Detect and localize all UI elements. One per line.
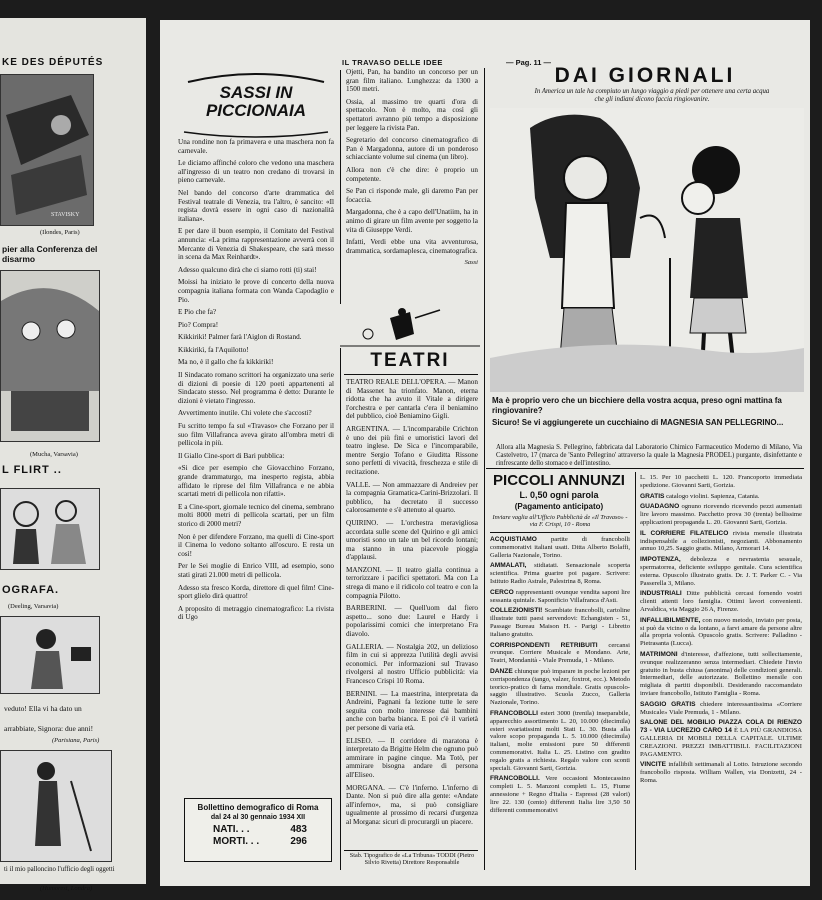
sassi-paragraph: Il Sindacato romano scrittori ha organizzato una serie di dizioni di poesie di 120 poeti appartenenti al Sindacato stesso. Nel programma è detto: Durante le dizioni è vietato l'ingresso.: [178, 371, 334, 405]
sassi-paragraph: Fu scritto tempo fa sul «Travaso» che Forzano per il suo film Villafranca aveva girato all'ombra metri di pellicola in più.: [178, 422, 334, 448]
cartoon-credit-humorest: (Humorest, Londra): [40, 885, 93, 892]
classified-ad-text: ognuno ricevendo ricevendo pezzi aumentati lire lavoro massimo. Pacchetto prova 30 (trenta) bellissime applicazioni propaganda L. 20. Giovanni Sarti, Gorizia.: [640, 503, 802, 526]
teatri-cartoon: [340, 304, 480, 348]
pan-paragraph: Se Pan ci risponde male, gli daremo Pan per focaccia.: [346, 187, 478, 204]
sassi-paragraph: Ma no, è il gallo che fa kikkirikì!: [178, 358, 274, 367]
classified-ad-text: partite di francobolli commemorativi italiani usati. Ditta Alberto Bolaffi, Galleria Nazionale, Torino.: [490, 536, 630, 559]
sassi-paragraph: Kikkirikì! Palmer farà l'Aiglon di Rostand.: [178, 333, 302, 342]
pan-paragraph: Allora non c'è che dire: è proprio un competente.: [346, 165, 478, 183]
teatri-rule: [344, 374, 478, 375]
classified-ad: [490, 668, 630, 707]
teatri-heading: TEATRI: [370, 350, 450, 371]
classified-ad-keyword: FRANCOBOLLI.: [490, 775, 540, 783]
teatri-paragraph: TEATRO REALE DELL'OPERA. — Manon di Massenet ha trionfato. Manon, eterna ridotta che ha avuto il Vitale a dirigere l'orchestra e per cantarla c'era il beniamino del pubblico, cioè Beniamino Gigli.: [346, 378, 478, 421]
sassi-paragraph: A proposito di metraggio cinematografico: La rivista di Ugo: [178, 604, 334, 622]
classified-ad-text: cercansi ovunque. Corriere Musicale e Mondano. Arte, Teatri, Mondanità - Viale Premuda, 1 - Milano.: [490, 641, 630, 665]
teatri-cartoon-drawing: [340, 304, 480, 348]
cartoon-credit: (Ilondes, Paris): [40, 229, 80, 236]
annunzi-column-b: [640, 474, 802, 870]
cartoon-artist-label: STAVISKY: [51, 212, 80, 218]
classified-ad: [640, 530, 802, 553]
classified-ad: [640, 493, 802, 501]
left-newspaper-page: [0, 18, 146, 892]
left-page-header: KE DES DÉPUTÉS: [2, 57, 104, 68]
classified-ad-keyword: FRANCOBOLLI: [490, 709, 538, 717]
bulletin-demografico: [184, 798, 332, 862]
classified-ad: [640, 474, 802, 490]
classified-ad-text: Scambiate francobolli, cartoline illustrate tutti paesi servendovi: Echangisten - 51, Passage Bureau Maison H. - Parigi - Libretto italiano gratuito.: [490, 607, 630, 638]
sassi-paragraph: Per le Sei moglie di Enrico VIII, ad esempio, sono stati girati 21.000 metri di pellicola.: [178, 562, 334, 579]
left-headline-conference: pier alla Conferenza del disarmo: [2, 244, 98, 264]
annunzi-top-rule: [486, 468, 804, 469]
teatri-paragraph: VALLE. — Non ammazzare di Andreiev per la compagnia Gramatica-Carini-Brizzolari. Il pubblico, ha decretato il successo calorosamente e s'è attenuto al quarto.: [346, 480, 478, 515]
bulletin-deaths-row: [185, 835, 331, 847]
sassi-paragraph: Moissi ha iniziato le prove di concerto della nuova compagnia italiana formata con Wanda Capodaglio e Pio.: [178, 278, 334, 304]
sassi-paragraph: E Pio che fa?: [178, 308, 217, 317]
cartoon-dialog-answer: Sicuro! Se vi aggiungerete un cucchiaino di MAGNESIA SAN PELLEGRINO...: [492, 418, 784, 427]
classified-ad: [490, 775, 630, 814]
classified-ad-text: Ditte pubblicità cercasi fornendo vostri clienti attenti loro famiglia. Ottimi lavori convenienti. Arvaldica, via Maggio 26 A, Firenze.: [640, 590, 802, 613]
annunzi-title: PICCOLI ANNUNZI: [493, 472, 625, 489]
teatri-paragraph: BARBERINI. — Quell'uom dal fiero aspetto... sono due: Laurel e Hardy i popolarissimi comici che interpretano Fra diavolo.: [346, 604, 478, 639]
classified-ad-text: L. 15. Per 10 pacchetti L. 120. Francoporto immediata spedizione. Giovanni Sarti, Gorizia.: [640, 474, 802, 489]
classified-ad-keyword: INDUSTRIALI: [640, 590, 682, 598]
teatri-body: [346, 378, 478, 827]
sassi-paragraph: Non è per difendere Forzano, ma quelli di Cine-sport il Cinema lo vedono soltanto all'oscuro. E resta un così!: [178, 532, 334, 558]
cartoon-deputies-drawing: [1, 75, 93, 225]
sassi-paragraph: «Si dice per esempio che Giovacchino Forzano, grande drammaturgo, ma inesperto regista, abbia affidato le riprese del film Villafranca e ne abbia scartati metri di pellicola non rifatti».: [178, 464, 334, 499]
cartoon-caption-arrabbiate: arrabbiate, Signora: due anni!: [4, 724, 94, 733]
births-label: NATI. . .: [213, 824, 250, 835]
classified-ad-keyword: AMMALATI,: [490, 562, 527, 570]
cartoon-disarmament: [0, 270, 100, 442]
sassi-heading-block: [178, 70, 334, 138]
deaths-label: MORTI. . .: [213, 836, 260, 847]
cartoon-photographer: [0, 616, 100, 694]
births-value: 483: [290, 824, 307, 835]
classified-ad-keyword: SALONE DEL MOBILIO PIAZZA COLA DI RIENZO 73 - VIA LUCREZIO CARO 14: [640, 719, 802, 735]
classified-ad: [640, 701, 802, 717]
annunzi-header-rule: [490, 532, 630, 533]
magnesia-ad-text: Allora alla Magnesia S. Pellegrino, fabbricata dal Laboratorio Chimico Farmaceutico Moderno di Milano, Via Castelvetro, 17 (marca de 'Santo Pellegrino' attraverso la quale la Magnesia PRODEL) purgante, disinfettante e rinfrescante dello stomaco e dell'intestino.: [496, 444, 802, 467]
right-newspaper-page: [160, 20, 810, 886]
bulletin-births-row: [185, 821, 331, 835]
classified-ad-keyword: IMPOTENZA,: [640, 556, 681, 564]
classified-ad-keyword: VINCITE: [640, 761, 667, 769]
classified-ad-keyword: ACQUISTIAMO: [490, 536, 537, 543]
dai-giornali-title: DAI GIORNALI: [554, 64, 736, 87]
teatri-paragraph: ELISEO. — Il corridore di maratona è interpretato da Brigitte Helm che ognuno può ammirare in pagine cinque. Ma Totò, per ammirare bisogna andare di persona all'Eliseo.: [346, 736, 478, 779]
left-headline-flirt: L FLIRT ..: [2, 464, 62, 476]
classified-ad-text: debolezza e nevrastenia sessuale, spermatorrea, deficiente sviluppo genitale. Cura scientifica esterna. Opuscolo illustrato gratis. Dr. J. T. Parker C. - Via Passerella 3, Milano.: [640, 556, 802, 587]
sassi-paragraph: Una rondine non fa primavera e una maschera non fa carnevale.: [178, 138, 334, 155]
cartoon-caption-balloon: ti il mio palloncino l'ufficio degli oggetti: [4, 866, 115, 873]
classified-ad: [490, 710, 630, 772]
cartoon-flirt-drawing: [1, 489, 99, 569]
classified-ad-text: rappresentanti ovunque vendita saponi lire sessanta quintale. Saponificio Villafranca d'Asti.: [490, 588, 631, 604]
bulletin-dates: dal 24 al 30 gennaio 1934 XII: [210, 814, 306, 821]
pan-paragraph: Margadonna, che è a capo dell'Unatiim, ha in animo di girare un film avente per soggetto la vita di Giuseppe Verdi.: [346, 208, 478, 234]
pan-paragraph: Infatti, Verdi ebbe una vita avventurosa, drammatica, sordamaplesca, cinematografica.: [346, 238, 478, 255]
classified-ad-keyword: GRATIS: [640, 492, 665, 500]
classified-ad: [640, 617, 802, 648]
classified-ad: [490, 642, 630, 665]
cartoon-balloon-drawing: [1, 751, 111, 861]
annunzi-list-b: [640, 474, 802, 785]
masthead-title: IL TRAVASO DELLE IDEE: [342, 58, 443, 67]
classified-ad-keyword: GUADAGNO: [640, 503, 680, 511]
teatri-paragraph: MANZONI. — Il teatro gialla continua a terrorizzare i pacifici spettatori. Ma con La strega di mano e il ridicolo col teatro e con la compagnia Pilotto.: [346, 565, 478, 600]
annunzi-divider: [635, 472, 636, 870]
classified-ad: [490, 607, 630, 638]
teatri-paragraph: BERNINI. — La maestrina, interpretata da Andreini, Pagnani fa lezione tutte le sere seguita con molto interesse dai bambini anche con barba bianca. E poi c'è il varietà per persone di varia età.: [346, 689, 478, 732]
sassi-paragraph: Avvertimento inutile. Chi volete che s'accosti?: [178, 409, 312, 418]
classified-ad: [490, 562, 630, 585]
footer-rule: [344, 850, 478, 851]
classified-ad-text: catalogo violini. Sapienza, Catania.: [666, 492, 760, 500]
cartoon-dialog-question: Ma è proprio vero che un bicchiere della vostra acqua, preso ogni mattina fa ringiovanire?: [492, 396, 782, 415]
classified-ad-keyword: INFALLIBILMENTE,: [640, 616, 701, 624]
cartoon-disarmament-drawing: [1, 271, 99, 441]
cartoon-balloon: [0, 750, 112, 862]
classified-ad-text: con nuovo metodo, inviato per posta, si può da vicino o da lontano, a farvi amare da persone altre alla propria volontà. Opuscolo gratis. Scrivere: Palladino - Pietrasanta (Lucca).: [640, 616, 802, 648]
classified-ad-text: d'interesse, d'affezione, tutti sollecitamente, ovunque realizzeranno senza intermediari. Chiedete l'invio gratuito in busta chiusa (anonima) delle condizioni generali. Intermediari, delle autorizzate. Bollettino mensile con migliaia di partiti disponibili. Desiderando raccomandato inviare francobollo, Istituto Famiglia - Roma.: [640, 650, 802, 697]
teatri-paragraph: GALLERIA. — Nostalgia 202, un delizioso film in cui si apprezza l'utilità degli avvisi economici. Per informazioni sul Travaso rivolgersi al nostro Ufficio pubblicità: via Francesco Crispi 10 Roma.: [346, 642, 478, 685]
classified-ad-keyword: CERCO: [490, 588, 514, 596]
cartoon-flirt: [0, 488, 100, 570]
column-sassi-in-piccionaia: [178, 70, 334, 830]
column-divider-2: [484, 68, 485, 870]
sassi-paragraph: Le diciamo affinché coloro che vedono una maschera all'ingresso di un teatro non credano di trovarsi in pieno carnevale.: [178, 159, 334, 185]
teatri-paragraph: QUIRINO. — L'orchestra meravigliosa accordata sulle scene del Quirino e gli amici umoristi sono un tale un bel ricordo lontani; ma stanno in una piacevole pioggia d'applausi.: [346, 518, 478, 562]
classified-ad: [640, 590, 802, 613]
sassi-signature: Sassi: [464, 259, 478, 267]
column-divider: [340, 70, 341, 870]
sassi-paragraph: Adesso sta fresco Korda, direttore di quel film! Cine-sport glielo dirà quattro!: [178, 583, 334, 601]
sassi-paragraph: E a Cine-sport, giornale tecnico del cinema, sembrano molti 8000 metri di pellicola scartati, per un film storico di 2000 metri?: [178, 502, 334, 528]
classified-ad: [490, 589, 630, 605]
classified-ad-keyword: CORRISPONDENTI RETRIBUITI: [490, 641, 598, 649]
bulletin-title: Bollettino demografico di Roma: [197, 803, 319, 812]
classified-ad-text: rivista mensile illustrata indispensabile a collezionisti, negozianti. Abbonamento annuo 10,25. Saggio gratis. Milano, Armorari 14.: [640, 529, 803, 553]
left-headline-ografa: OGRAFA.: [2, 584, 60, 596]
annunzi-column-a: [490, 536, 630, 870]
teatri-paragraph: MORGANA. — C'è l'inferno. L'inferno di Dante. Non si può dire alla gente: «Andate all'inferno», ma, si può consigliare ugualmente al prossimo di recarsi d'urgenza al Morgana: sicuri di procurargli un piacere.: [346, 783, 478, 826]
sassi-heading: SASSI IN PICCIONAIA: [205, 83, 307, 120]
cartoon-caption-veduto: veduto! Ella vi ha dato un: [4, 704, 82, 713]
classified-ad-text: stidiatati. Sensazionale scoperta scientifica. Prima guarire poi pagare. Scrivere: Istituto Radio Astrale, Palestrina 8, Roma.: [490, 562, 630, 585]
classified-ad-keyword: COLLEZIONISTI!: [490, 607, 543, 615]
classified-ad-keyword: MATRIMONI: [640, 650, 678, 658]
indian-cartoon: [490, 108, 804, 392]
classified-ad: [640, 719, 802, 758]
classified-ad-keyword: IL CORRIERE FILATELICO: [640, 529, 729, 537]
sassi-paragraph: Il Giallo Cine-sport di Bari pubblica:: [178, 451, 285, 460]
dai-giornali-subtitle: In America un tale ha compiuto un lungo viaggio a piedi per ottenere una certa acqua che gli indiani dicono faccia ringiovanire.: [534, 88, 770, 103]
pan-paragraph: Ojetti, Pan, ha bandito un concorso per un gran film italiano. Lunghezza: da 1300 a 1500 metri.: [346, 68, 478, 94]
pan-concorso-body: [346, 68, 478, 255]
sassi-paragraph: E per dare il buon esempio, il Comitato del Festival annuncia: «La prima rappresentazione avverrà con il Mercante di Venezia di Shakespeare, che sarà messo in scena da Max Reinhardt».: [178, 227, 334, 262]
classified-ad-text: chiedere interessantissima «Corriere Musicale» Viale Premuda, 1 - Milano.: [640, 700, 802, 716]
deaths-value: 296: [290, 836, 307, 847]
masthead-page-number: — Pag. 11 —: [506, 58, 552, 67]
indian-cartoon-drawing: [490, 108, 804, 392]
cartoon-credit-deeling: (Deeling, Varsavia): [8, 603, 59, 610]
classified-ad: [640, 503, 802, 526]
classified-ad-keyword: SAGGIO GRATIS: [640, 700, 696, 708]
cartoon-credit-parisiana: (Parisiana, Paris): [52, 737, 100, 744]
classified-ad: [490, 536, 630, 559]
annunzi-price: L. 0,50 ogni parola: [519, 490, 599, 500]
classified-ad-keyword: DANZE: [490, 667, 513, 675]
sassi-paragraph: Adesso qualcuno dirà che ci siamo rotti (ti) stai!: [178, 265, 317, 274]
classified-ad-text: infallibili settimanali al Lotto. Istruzione secondo francobollo risposta. William Wallen, via Donizetti, 24 - Roma.: [640, 761, 802, 784]
annunzi-note: (Pagamento anticipato): [514, 502, 604, 511]
printer-footer: Stab. Tipografico de «La Tribuna» TODDI (Pietro Silvio Rivetta) Direttore Responsabile: [349, 852, 475, 867]
pan-paragraph: Ossia, al massimo tre quarti d'ora di spettacolo. Non è molto, ma così gli spettatori avranno più tempo a disposizione per leggere la rivista Pan.: [346, 97, 478, 132]
column-pan-concorso: [346, 68, 478, 338]
classified-ad-text: esteri 3000 (trenila) inseparabile, apparecchio assortimento L. 20, 10.000 (diecimila) esteri svariatissimi molti Stati L. 30. Busta alla valore scopo propaganda L. 5. 10.000 (diecimila) italiani, molte emissioni pure 50 differenti commemorativi. Italia L. 25. Listino con gradito regalo gratis a richiesta. Regalo valore con sconti speciali. Giovanni Sarti, Gorizia.: [490, 709, 630, 772]
sassi-body: [178, 138, 334, 622]
annunzi-instructions: Inviare vaglia all'Ufficio Pubblicità de «Il Travaso» - via F. Crispi, 10 - Roma: [492, 514, 628, 529]
cartoon-photographer-drawing: [1, 617, 99, 693]
classified-ad-text: Vere occasioni Montecassino completi L. 5. Manzoni completi L. 15, Fiume annessione + Regno d'Italia - Espressi (28 valori) lire 22. 130 (cento) differenti Italia lire 3,50 50 differenti commemorativi: [490, 775, 631, 814]
column-teatri: [346, 378, 478, 848]
cartoon-deputies: [0, 74, 94, 226]
classified-ad: [640, 556, 802, 587]
classified-ad: [640, 651, 802, 698]
classified-ad: [640, 761, 802, 784]
sassi-paragraph: Kikkirikì, fa l'Aquilotto!: [178, 345, 249, 354]
cartoon-credit-mucha: (Mucha, Varsavia): [30, 451, 78, 458]
annunzi-list-a: [490, 536, 630, 814]
classified-ad-text: chiunque può imparare in poche lezioni per corrispondenza (tango, valzer, foxtrot, ecc.). Metodo teorico-pratico di fama mondiale. Gratis opuscolo-saggio illustrativo. Scuola Zucco, Galleria Nazionale, Torino.: [490, 667, 630, 707]
sassi-paragraph: Nel bando del concorso d'arte drammatica del Festival teatrale di Venezia, tra l'altro, è sancito: «Il regista dovrà essere in ogni caso di nazionalità italiana».: [178, 188, 334, 223]
teatri-paragraph: ARGENTINA. — L'incomparabile Crichton è uno dei più fini e umoristici lavori del teatro inglese. De Sica e l'incomparabile, mentre Sergio Tofano e Giuditta Rissone sono perfetti di vivacità, freschezza e stile di recitazione.: [346, 424, 478, 476]
pan-paragraph: Segretario del concorso cinematografico di Pan è Margadonna, autore di un ponderoso schiacciante volume sul cinema (un libro).: [346, 136, 478, 162]
classified-ad-text: È LA PIÙ GRANDIOSA GALLERIA DI MOBILI DELLA CAPITALE. ULTIME CREAZIONI. PREZZI IMBATTIBILI. FACILITAZIONI PAGAMENTO.: [640, 727, 803, 758]
sassi-paragraph: Pio? Compra!: [178, 320, 219, 329]
